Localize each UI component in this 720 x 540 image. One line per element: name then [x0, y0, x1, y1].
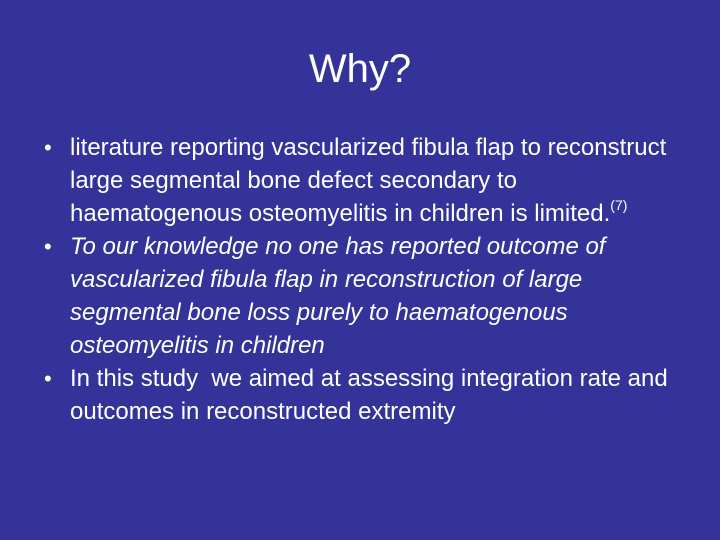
bullet-item [44, 362, 684, 428]
bullet-icon: • [44, 234, 52, 259]
slide-title: Why? [308, 47, 412, 91]
bullet-text: literature reporting vascularized fibula flap to reconstruct large segmental bone defect secondary to haematogenous osteomyelitis in children is limited. [70, 134, 667, 227]
bullet-list [44, 131, 684, 428]
bullet-text: In this study we aimed at assessing integration rate and outcomes in reconstructed extremity [70, 365, 675, 425]
bullet-icon: • [44, 135, 52, 160]
bullet-item [44, 131, 684, 230]
bullet-text: To our knowledge no one has reported outcome of vascularized fibula flap in reconstruction of large segmental bone loss purely to haematogenous osteomyelitis in children [70, 233, 606, 359]
bullet-item [44, 230, 684, 362]
citation-superscript: (7) [610, 197, 628, 213]
bullet-icon: • [44, 366, 52, 391]
